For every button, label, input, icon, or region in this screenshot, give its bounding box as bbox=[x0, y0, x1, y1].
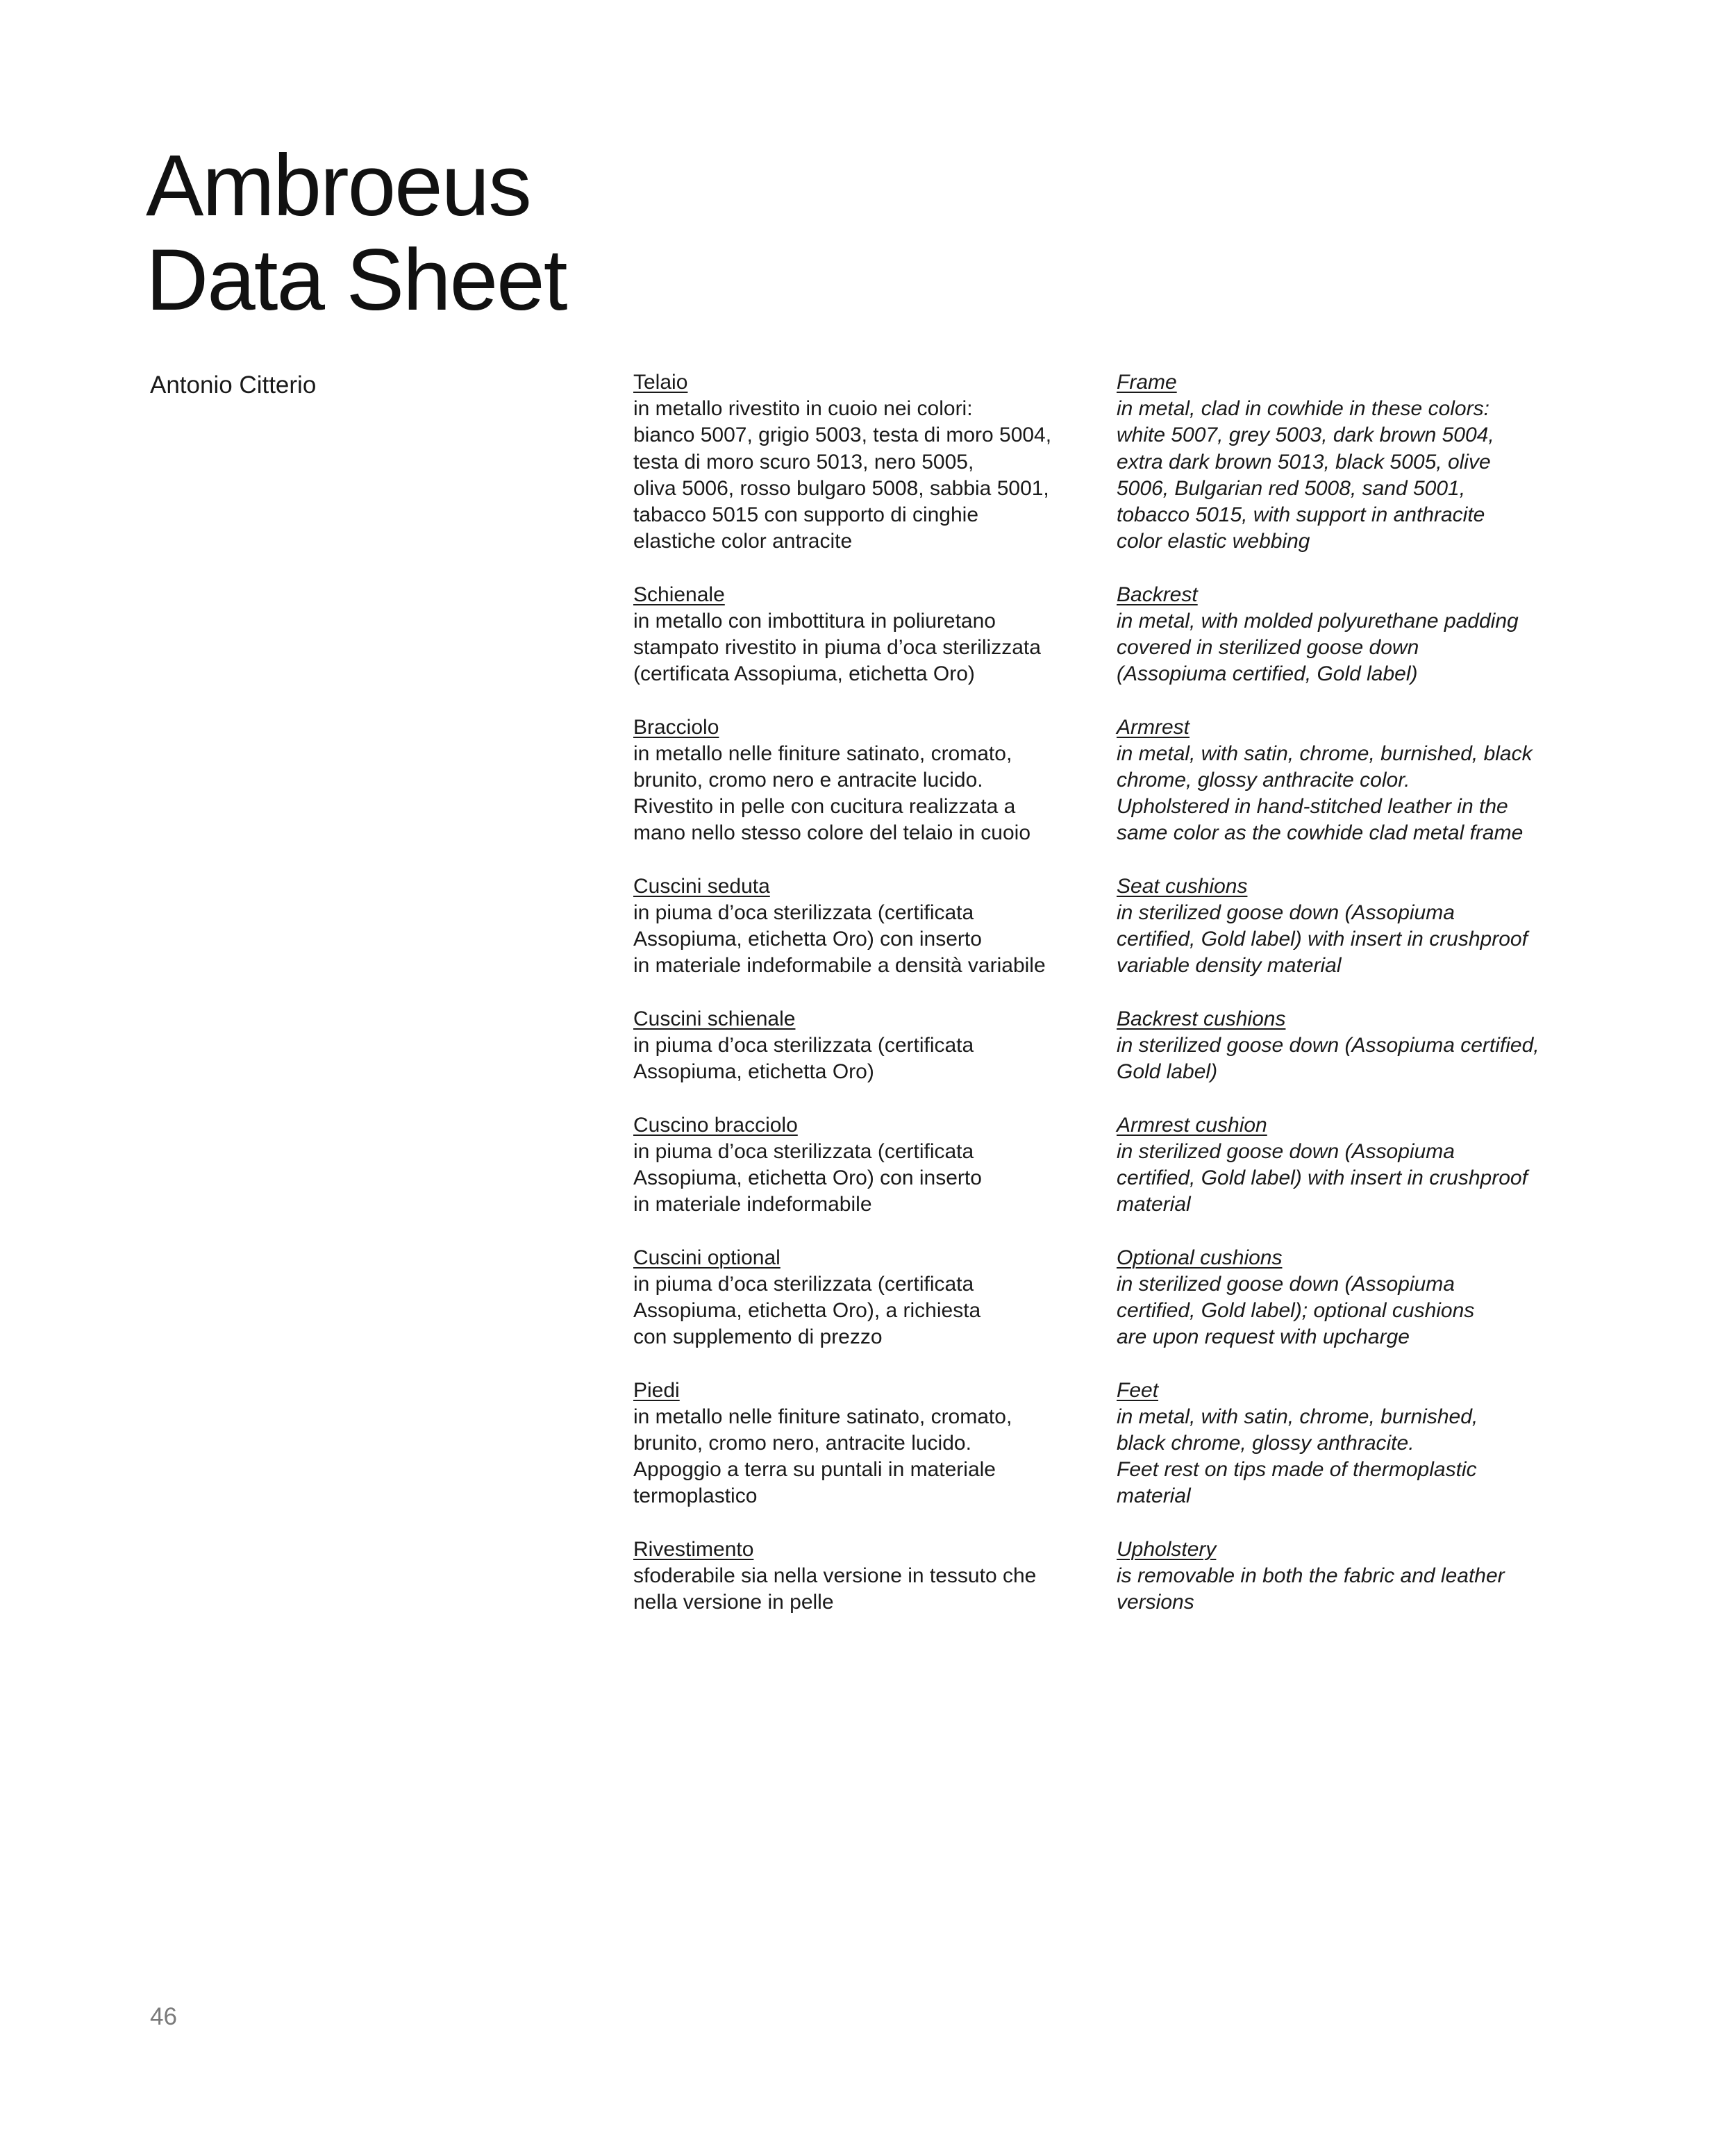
spec-text-line: in metallo con imbottitura in poliuretano bbox=[633, 609, 996, 633]
italian-spec-column bbox=[633, 369, 1105, 1643]
spec-heading: Armrest cushion bbox=[1117, 1113, 1267, 1137]
spec-section bbox=[1117, 1378, 1589, 1510]
spec-text-line: are upon request with upcharge bbox=[1117, 1325, 1410, 1349]
spec-heading: Optional cushions bbox=[1117, 1246, 1283, 1269]
spec-text-line: in metallo nelle finiture satinato, cromato, bbox=[633, 742, 1012, 765]
spec-section bbox=[633, 1112, 1105, 1219]
spec-heading: Cuscino bracciolo bbox=[633, 1113, 798, 1137]
spec-heading: Seat cushions bbox=[1117, 874, 1248, 898]
spec-section bbox=[633, 714, 1105, 847]
spec-text-line: nella versione in pelle bbox=[633, 1591, 834, 1614]
spec-text-line: extra dark brown 5013, black 5005, olive bbox=[1117, 450, 1491, 474]
spec-text-line: Assopiuma, etichetta Oro) con inserto bbox=[633, 928, 982, 951]
spec-text-line: in materiale indeformabile a densità variabile bbox=[633, 954, 1046, 978]
spec-text-line: certified, Gold label); optional cushions bbox=[1117, 1299, 1475, 1323]
spec-text-line: in sterilized goose down (Assopiuma bbox=[1117, 1139, 1455, 1163]
spec-text-line: material bbox=[1117, 1484, 1191, 1508]
spec-text-line: oliva 5006, rosso bulgaro 5008, sabbia 5001, bbox=[633, 476, 1049, 500]
english-spec-column bbox=[1117, 369, 1589, 1643]
spec-text-line: same color as the cowhide clad metal frame bbox=[1117, 821, 1524, 845]
spec-text-line: in metal, clad in cowhide in these colors: bbox=[1117, 397, 1489, 421]
spec-text-line: color elastic webbing bbox=[1117, 530, 1310, 553]
spec-heading: Frame bbox=[1117, 371, 1177, 394]
spec-text-line: in metallo rivestito in cuoio nei colori: bbox=[633, 397, 973, 421]
spec-text-line: Assopiuma, etichetta Oro) bbox=[633, 1060, 874, 1084]
spec-text-line: in piuma d’oca sterilizzata (certificata bbox=[633, 1139, 974, 1163]
spec-heading: Cuscini seduta bbox=[633, 874, 770, 898]
spec-heading: Cuscini schienale bbox=[633, 1007, 796, 1030]
spec-text-line: 5006, Bulgarian red 5008, sand 5001, bbox=[1117, 476, 1466, 500]
spec-text-line: in sterilized goose down (Assopiuma bbox=[1117, 901, 1455, 925]
spec-text-line: Assopiuma, etichetta Oro) con inserto bbox=[633, 1166, 982, 1190]
spec-text-line: in piuma d’oca sterilizzata (certificata bbox=[633, 1034, 974, 1057]
spec-text-line: certified, Gold label) with insert in crushproof bbox=[1117, 1166, 1528, 1190]
spec-heading: Feet bbox=[1117, 1378, 1159, 1402]
spec-heading: Bracciolo bbox=[633, 715, 719, 739]
spec-text-line: mano nello stesso colore del telaio in cuoio bbox=[633, 821, 1031, 845]
spec-text-line: bianco 5007, grigio 5003, testa di moro 5004, bbox=[633, 424, 1052, 447]
title-line-1: Ambroeus bbox=[146, 137, 531, 234]
spec-text-line: Assopiuma, etichetta Oro), a richiesta bbox=[633, 1299, 981, 1323]
spec-text-line: sfoderabile sia nella versione in tessuto che bbox=[633, 1564, 1037, 1588]
spec-section bbox=[1117, 369, 1589, 555]
spec-text-line: in metallo nelle finiture satinato, cromato, bbox=[633, 1405, 1012, 1428]
spec-text-line: in piuma d’oca sterilizzata (certificata bbox=[633, 901, 974, 925]
spec-section bbox=[1117, 1537, 1589, 1616]
spec-section bbox=[1117, 1245, 1589, 1351]
spec-heading: Telaio bbox=[633, 371, 688, 394]
spec-text-line: black chrome, glossy anthracite. bbox=[1117, 1432, 1414, 1455]
spec-text-line: certified, Gold label) with insert in crushproof bbox=[1117, 928, 1528, 951]
spec-text-line: in metal, with satin, chrome, burnished, bbox=[1117, 1405, 1478, 1428]
spec-text-line: Gold label) bbox=[1117, 1060, 1218, 1084]
page-number: 46 bbox=[150, 2003, 177, 2030]
spec-text-line: variable density material bbox=[1117, 954, 1342, 978]
spec-text-line: is removable in both the fabric and leather bbox=[1117, 1564, 1505, 1588]
spec-section bbox=[633, 1245, 1105, 1351]
spec-text-line: in materiale indeformabile bbox=[633, 1193, 872, 1216]
page-title bbox=[146, 139, 566, 328]
spec-text-line: versions bbox=[1117, 1591, 1194, 1614]
spec-section bbox=[633, 1378, 1105, 1510]
spec-heading: Upholstery bbox=[1117, 1537, 1217, 1561]
spec-section bbox=[1117, 714, 1589, 847]
spec-text-line: tobacco 5015, with support in anthracite bbox=[1117, 503, 1485, 527]
spec-text-line: white 5007, grey 5003, dark brown 5004, bbox=[1117, 424, 1494, 447]
spec-section bbox=[1117, 582, 1589, 688]
spec-text-line: Upholstered in hand-stitched leather in the bbox=[1117, 795, 1508, 819]
spec-text-line: elastiche color antracite bbox=[633, 530, 853, 553]
spec-heading: Backrest bbox=[1117, 583, 1198, 606]
spec-section bbox=[1117, 1006, 1589, 1086]
spec-text-line: Feet rest on tips made of thermoplastic bbox=[1117, 1458, 1477, 1482]
spec-text-line: termoplastico bbox=[633, 1484, 758, 1508]
spec-heading: Armrest bbox=[1117, 715, 1190, 739]
spec-section bbox=[633, 1006, 1105, 1086]
spec-text-line: tabacco 5015 con supporto di cinghie bbox=[633, 503, 979, 527]
spec-section bbox=[1117, 1112, 1589, 1219]
spec-text-line: Rivestito in pelle con cucitura realizzata a bbox=[633, 795, 1016, 819]
spec-section bbox=[633, 582, 1105, 688]
spec-text-line: stampato rivestito in piuma d’oca sterilizzata bbox=[633, 636, 1041, 660]
spec-text-line: in metal, with molded polyurethane padding bbox=[1117, 609, 1519, 633]
spec-text-line: brunito, cromo nero, antracite lucido. bbox=[633, 1432, 971, 1455]
spec-text-line: in piuma d’oca sterilizzata (certificata bbox=[633, 1272, 974, 1296]
spec-text-line: in sterilized goose down (Assopiuma certified, bbox=[1117, 1034, 1539, 1057]
spec-text-line: (certificata Assopiuma, etichetta Oro) bbox=[633, 662, 975, 686]
designer-name: Antonio Citterio bbox=[150, 371, 317, 399]
spec-heading: Rivestimento bbox=[633, 1537, 754, 1561]
spec-text-line: con supplemento di prezzo bbox=[633, 1325, 883, 1349]
spec-section bbox=[1117, 873, 1589, 980]
title-line-2: Data Sheet bbox=[146, 232, 567, 328]
spec-heading: Cuscini optional bbox=[633, 1246, 781, 1269]
spec-text-line: testa di moro scuro 5013, nero 5005, bbox=[633, 450, 974, 474]
spec-text-line: brunito, cromo nero e antracite lucido. bbox=[633, 769, 983, 792]
spec-text-line: (Assopiuma certified, Gold label) bbox=[1117, 662, 1418, 686]
spec-text-line: material bbox=[1117, 1193, 1191, 1216]
spec-text-line: Appoggio a terra su puntali in materiale bbox=[633, 1458, 996, 1482]
spec-section bbox=[633, 369, 1105, 555]
spec-section bbox=[633, 873, 1105, 980]
spec-text-line: covered in sterilized goose down bbox=[1117, 636, 1419, 660]
spec-heading: Backrest cushions bbox=[1117, 1007, 1286, 1030]
spec-heading: Piedi bbox=[633, 1378, 680, 1402]
spec-section bbox=[633, 1537, 1105, 1616]
spec-heading: Schienale bbox=[633, 583, 725, 606]
spec-text-line: in metal, with satin, chrome, burnished, black bbox=[1117, 742, 1533, 765]
spec-text-line: in sterilized goose down (Assopiuma bbox=[1117, 1272, 1455, 1296]
spec-text-line: chrome, glossy anthracite color. bbox=[1117, 769, 1410, 792]
